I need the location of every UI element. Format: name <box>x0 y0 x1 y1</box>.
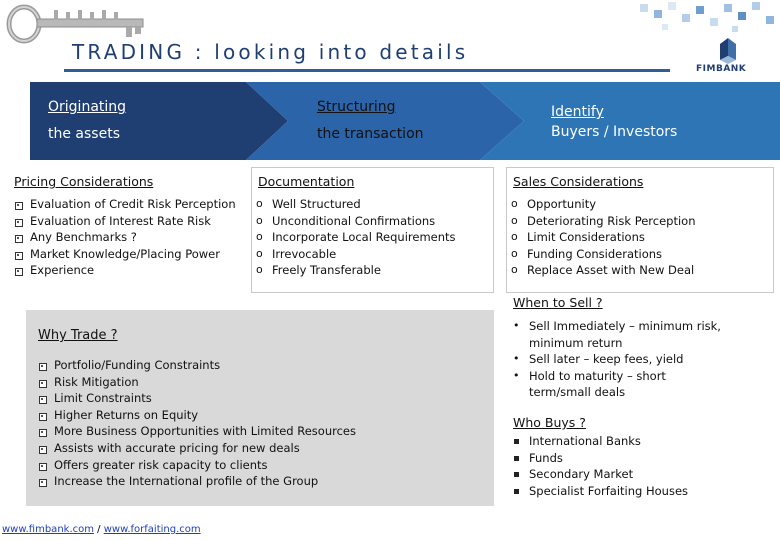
circle-bullet-icon: o <box>511 230 518 244</box>
dot-bullet-icon: • <box>513 319 520 332</box>
when-to-sell-list <box>513 318 721 401</box>
step-originating: Originating <box>48 99 127 115</box>
square-bullet-icon <box>514 472 519 477</box>
sales-heading: Sales Considerations <box>513 174 644 189</box>
circle-bullet-icon: o <box>511 246 518 260</box>
forfaiting-link[interactable]: www.forfaiting.com <box>103 524 201 535</box>
circle-bullet-icon: o <box>256 213 263 227</box>
checkbox-bullet-icon <box>15 219 23 227</box>
process-band <box>30 82 780 160</box>
list-item: • Sell Immediately – minimum risk, <box>513 319 721 333</box>
list-item: Market Knowledge/Placing Power <box>14 246 236 263</box>
circle-bullet-icon: o <box>511 213 518 227</box>
checkbox-bullet-icon <box>39 446 47 454</box>
list-item: Experience <box>14 262 236 279</box>
list-item: Assists with accurate pricing for new deals <box>38 440 356 457</box>
list-item: Increase the International profile of the Group <box>38 473 356 490</box>
step-structuring: Structuring <box>317 99 396 115</box>
pricing-list <box>14 196 236 279</box>
circle-bullet-icon: o <box>256 230 263 244</box>
list-item: • Sell later – keep fees, yield <box>513 352 684 367</box>
checkbox-bullet-icon <box>15 252 23 260</box>
list-item: • Hold to maturity – short <box>513 368 666 383</box>
square-bullet-icon <box>514 439 519 444</box>
checkbox-bullet-icon <box>15 202 23 210</box>
list-item: o Unconditional Confirmations <box>256 213 436 228</box>
list-item: o Replace Asset with New Deal <box>511 263 695 278</box>
list-item: More Business Opportunities with Limited Resources <box>38 423 356 440</box>
list-item: o Well Structured <box>256 197 361 211</box>
circle-bullet-icon: o <box>256 246 263 260</box>
list-item: o Opportunity <box>511 197 597 211</box>
who-buys-heading: Who Buys ? <box>513 415 586 430</box>
list-item: Portfolio/Funding Constraints <box>38 357 356 374</box>
checkbox-bullet-icon <box>15 235 23 243</box>
list-item: Any Benchmarks ? <box>14 229 236 246</box>
step-identify: Identify <box>551 104 604 120</box>
list-item-continuation: minimum return <box>529 335 623 350</box>
checkbox-bullet-icon <box>39 479 47 487</box>
when-to-sell-heading: When to Sell ? <box>513 295 603 310</box>
checkbox-bullet-icon <box>15 268 23 276</box>
step-structuring-sub: the transaction <box>317 126 424 142</box>
decorative-squares <box>632 0 780 36</box>
checkbox-bullet-icon <box>39 413 47 421</box>
checkbox-bullet-icon <box>39 363 47 371</box>
circle-bullet-icon: o <box>511 263 518 277</box>
list-item: o Incorporate Local Requirements <box>256 230 456 245</box>
footer-separator: / <box>93 524 104 535</box>
who-buys-list <box>513 433 688 499</box>
checkbox-bullet-icon <box>39 396 47 404</box>
list-item: o Freely Transferable <box>256 263 381 278</box>
step-identify-sub: Buyers / Investors <box>551 124 678 140</box>
list-item: Secondary Market <box>513 466 688 483</box>
title-divider <box>64 69 670 72</box>
list-item-continuation: term/small deals <box>529 385 626 400</box>
list-item: Evaluation of Interest Rate Risk <box>14 213 236 230</box>
sales-list <box>511 196 696 279</box>
square-bullet-icon <box>514 489 519 494</box>
list-item: Higher Returns on Equity <box>38 407 356 424</box>
circle-bullet-icon: o <box>256 197 263 210</box>
documentation-list <box>256 196 456 279</box>
page-title: TRADING : looking into details <box>72 40 469 64</box>
list-item: Specialist Forfaiting Houses <box>513 483 688 500</box>
documentation-heading: Documentation <box>258 174 355 189</box>
pricing-heading: Pricing Considerations <box>14 174 154 189</box>
footer-links <box>2 524 201 535</box>
list-item: o Irrevocable <box>256 246 337 261</box>
checkbox-bullet-icon <box>39 380 47 388</box>
logo-text: FIMBANK <box>696 64 747 74</box>
list-item: Limit Constraints <box>38 390 356 407</box>
list-item: International Banks <box>513 433 688 450</box>
why-trade-heading: Why Trade ? <box>38 328 118 343</box>
list-item: o Funding Considerations <box>511 246 663 261</box>
why-trade-list <box>38 357 356 490</box>
list-item: Risk Mitigation <box>38 374 356 391</box>
list-item: Evaluation of Credit Risk Perception <box>14 196 236 213</box>
list-item: o Deteriorating Risk Perception <box>511 213 696 228</box>
checkbox-bullet-icon <box>39 463 47 471</box>
list-item: Funds <box>513 450 688 467</box>
fimbank-link[interactable]: www.fimbank.com <box>2 524 94 535</box>
step-originating-sub: the assets <box>48 126 120 142</box>
square-bullet-icon <box>514 456 519 461</box>
dot-bullet-icon: • <box>513 352 520 366</box>
list-item: o Limit Considerations <box>511 230 645 245</box>
circle-bullet-icon: o <box>256 263 263 277</box>
dot-bullet-icon: • <box>513 368 520 382</box>
list-item: Offers greater risk capacity to clients <box>38 457 356 474</box>
circle-bullet-icon: o <box>511 197 518 210</box>
checkbox-bullet-icon <box>39 429 47 437</box>
